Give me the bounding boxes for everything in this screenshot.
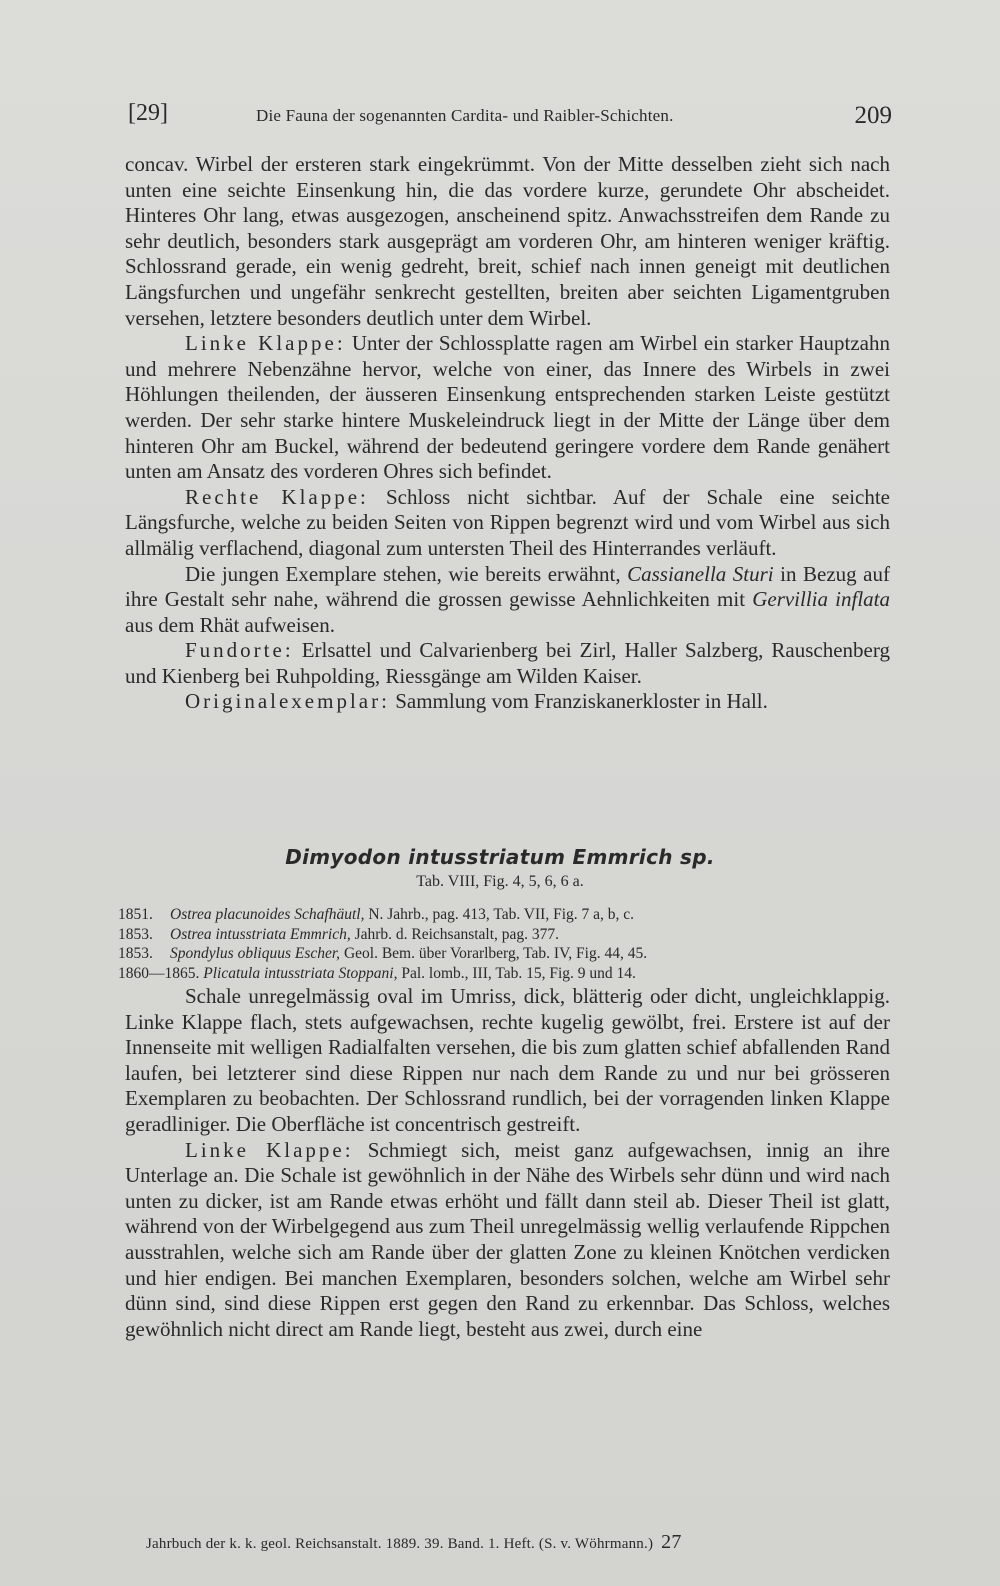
- paragraph-text: aus dem Rhät aufweisen.: [125, 612, 335, 637]
- paragraph-text: Die jungen Exemplare stehen, wie bereits erwähnt,: [185, 561, 628, 586]
- plate-reference: Tab. VIII, Fig. 4, 5, 6, 6 a.: [416, 873, 584, 890]
- synonymy-entry: [118, 925, 888, 945]
- run-in-label: Linke Klappe:: [185, 1137, 354, 1162]
- paragraph-text: Erlsattel und Calvarienberg bei Zirl, Haller Salzberg, Rauschenberg und Kienberg bei Ruhpolding, Riessgänge am Wilden Kaiser.: [125, 638, 890, 688]
- species-heading: Dimyodon intusstriatum Emmrich sp.: [285, 845, 715, 869]
- taxon-name: Gervillia inflata: [752, 587, 891, 612]
- taxon-name: Cassianella Sturi: [627, 561, 774, 586]
- ref-taxon: Plicatula intusstriata Stoppani,: [203, 964, 398, 982]
- paragraph-text: Unter der Schlossplatte ragen am Wirbel ein starker Hauptzahn und mehrere Nebenzähne hervor, welche von einer, das Innere des Wirbels in zwei Höhlungen theilenden, der äusseren Einsenkung entsprechenden starken Leiste gestützt werden. Der sehr starke hintere Muskeleindruck liegt in der Mitte der Länge über dem hinteren Ohr am Buckel, während der bedeutend geringere vordere dem Rande genähert unten am Ansatz des vorderen Ohres sich befindet.: [125, 331, 890, 484]
- page-footer: [146, 1531, 682, 1554]
- ref-year: 1853.: [118, 945, 153, 962]
- signature-mark: 27: [661, 1531, 682, 1553]
- page-number: 209: [854, 102, 892, 129]
- paragraph-text: in Bezug auf ihre Gestalt sehr nahe, während die grossen gewisse Aehnlichkeiten mit: [125, 561, 890, 612]
- paragraph-description: concav. Wirbel der ersteren stark eingekrümmt. Von der Mitte desselben zieht sich nach unten eine seichte Einsenkung hin, die das vordere kurze, gerundete Ohr abscheidet. Hinteres Ohr lang, etwas ausgezogen, anscheinend spitz. Anwachsstreifen dem Rande zu sehr deutlich, besonders stark ausgeprägt am vorderen Ohr, am hinteren weniger kräftig. Schlossrand gerade, ein wenig gedreht, breit, schief nach innen geneigt mit deutlichen Längsfurchen und ungefähr senkrecht gestellten, breiten aber seichten Ligamentgruben versehen, letztere besonders deutlich unter dem Wirbel.: [125, 152, 890, 330]
- run-in-label: Originalexemplar:: [185, 689, 390, 714]
- body-text-upper: [125, 152, 890, 715]
- paragraph-text: Schloss nicht sichtbar. Auf der Schale eine seichte Längsfurche, welche zu beiden Seiten von Rippen begrenzt wird und vom Wirbel aus sich allmälig verflachend, diagonal zum untersten Theil des Hinterrandes verläuft.: [125, 484, 891, 560]
- paragraph-shell-description: Schale unregelmässig oval im Umriss, dick, blätterig oder dicht, ungleichklappig. Linke Klappe flach, stets aufgewachsen, rechte kugelig gewölbt, frei. Erstere ist auf der Innenseite mit welligen Radialfalten versehen, die bis zum glatten schief abfallenden Rand laufen, bei letzterer sind diese Rippen nur nach dem Rande zu und nur bei grösseren Exemplaren zu beobachten. Der Schlossrand rundlich, bei der vorragenden linken Klappe geradliniger. Die Oberfläche ist concentrisch gestreift.: [125, 984, 890, 1136]
- ref-source: Jahrb. d. Reichsanstalt, pag. 377.: [350, 925, 560, 943]
- ref-year: 1860—1865.: [118, 964, 200, 982]
- paragraph-comparison: [125, 562, 890, 639]
- ref-year: 1853.: [118, 925, 153, 943]
- ref-taxon: Ostrea intusstriata Emmrich,: [170, 925, 351, 943]
- paragraph-text: Schmiegt sich, meist ganz aufgewachsen, innig an ihre Unterlage an. Die Schale ist gewöhnlich in der Nähe des Wirbels sehr dünn und wird nach unten zu dicker, ist am Rande etwas erhöht und fällt dann steil ab. Dieser Theil ist glatt, während von der Wirbelgegend aus zum Theil unregelmässig wellig verlaufende Rippchen ausstrahlen, welche sich am Rande über der glatten Zone zu kleinen Knötchen verdicken und hier endigen. Bei manchen Exemplaren, besonders solchen, welche am Wirbel sehr dünn sind, sind diese Rippen erst gegen den Rand zu erkennbar. Das Schloss, welches gewöhnlich nicht direct am Rande liegt, besteht aus zwei, durch eine: [125, 1137, 890, 1341]
- synonymy-entry: [118, 964, 888, 984]
- running-title: Die Fauna der sogenannten Cardita- und Raibler-Schichten.: [256, 106, 674, 125]
- body-text-lower: [125, 984, 890, 1342]
- synonymy-entry: [118, 905, 888, 925]
- page-marker: [29]: [128, 100, 168, 126]
- paragraph-original-specimen: [125, 689, 890, 715]
- paragraph-text: Sammlung vom Franziskanerkloster in Hall.: [389, 689, 768, 714]
- ref-source: Geol. Bem. über Vorarlberg, Tab. IV, Fig. 44, 45.: [340, 945, 648, 962]
- run-in-label: Linke Klappe:: [185, 331, 346, 356]
- paragraph-left-valve-2: [125, 1138, 890, 1343]
- ref-source: Pal. lomb., III, Tab. 15, Fig. 9 und 14.: [397, 964, 636, 982]
- synonymy-entry: [118, 944, 888, 964]
- ref-source: N. Jahrb., pag. 413, Tab. VII, Fig. 7 a, b, c.: [364, 906, 635, 923]
- paragraph-localities: [125, 638, 890, 689]
- run-in-label: Fundorte:: [185, 638, 294, 663]
- running-header: [128, 96, 892, 136]
- journal-citation: Jahrbuch der k. k. geol. Reichsanstalt. 1889. 39. Band. 1. Heft. (S. v. Wöhrmann.): [146, 1536, 654, 1552]
- ref-taxon: Ostrea placunoides Schafhäutl,: [170, 906, 365, 923]
- synonymy-list: [118, 905, 888, 983]
- run-in-label: Rechte Klappe:: [185, 484, 369, 509]
- ref-year: 1851.: [118, 906, 153, 923]
- ref-taxon: Spondylus obliquus Escher,: [170, 945, 341, 962]
- paragraph-right-valve: [125, 485, 890, 562]
- paragraph-left-valve: [125, 331, 890, 485]
